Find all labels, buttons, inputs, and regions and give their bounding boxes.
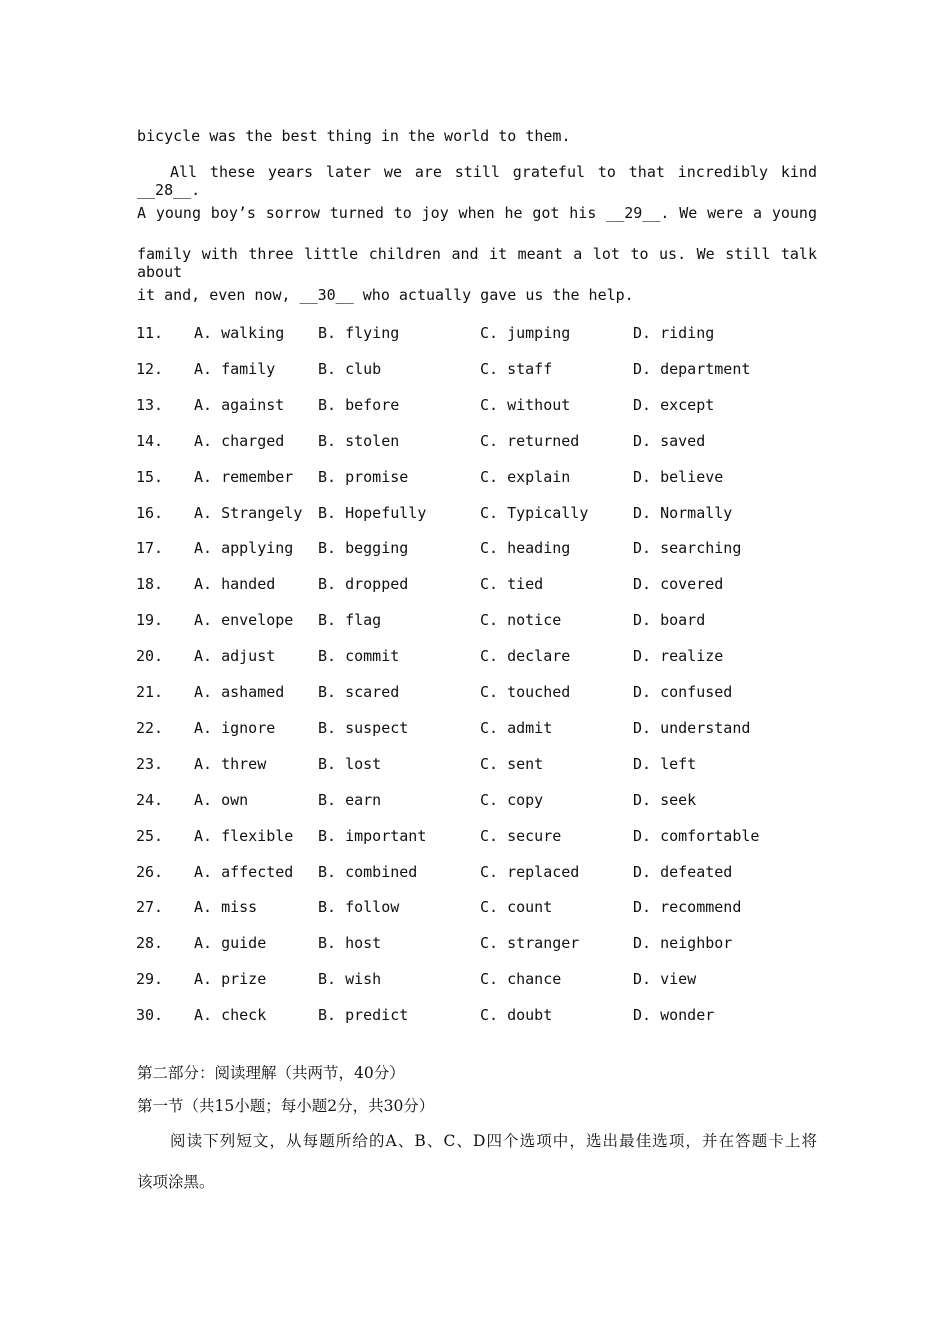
question-number: 18. xyxy=(136,575,164,594)
option-row xyxy=(0,645,950,667)
option-row xyxy=(0,358,950,380)
option-a: A. applying xyxy=(194,539,294,558)
option-d: D. board xyxy=(633,611,706,630)
option-b: B. flag xyxy=(318,611,382,630)
passage-line-1: bicycle was the best thing in the world to them. xyxy=(137,127,571,145)
option-d: D. except xyxy=(633,395,715,414)
option-a: A. remember xyxy=(194,467,294,486)
part-two-title: 第二部分：阅读理解（共两节，40分） xyxy=(137,1064,405,1082)
option-c: C. secure xyxy=(480,826,562,845)
option-d: D. understand xyxy=(633,718,751,737)
option-b: B. before xyxy=(318,395,400,414)
option-c: C. declare xyxy=(480,647,571,666)
instruction-line-2: 该项涂黑。 xyxy=(137,1173,215,1191)
question-number: 22. xyxy=(136,718,164,737)
question-number: 25. xyxy=(136,826,164,845)
question-number: 11. xyxy=(136,324,164,342)
option-a: A. check xyxy=(194,1006,267,1025)
option-c: C. staff xyxy=(480,359,553,378)
option-a: A. adjust xyxy=(194,647,276,666)
option-row xyxy=(0,573,950,595)
option-b: B. follow xyxy=(318,898,400,917)
question-number: 20. xyxy=(136,647,164,666)
question-number: 21. xyxy=(136,683,164,701)
option-a: A. family xyxy=(194,359,276,378)
option-d: D. realize xyxy=(633,647,724,666)
option-b: B. club xyxy=(318,359,382,378)
option-a: A. miss xyxy=(194,898,258,917)
option-a: A. Strangely xyxy=(194,503,303,522)
option-c: C. sent xyxy=(480,754,544,773)
question-number: 28. xyxy=(136,934,164,953)
option-row xyxy=(0,430,950,452)
option-a: A. ashamed xyxy=(194,683,285,701)
option-a: A. walking xyxy=(194,324,285,342)
option-row xyxy=(0,322,950,344)
option-row xyxy=(0,789,950,811)
question-number: 17. xyxy=(136,539,164,558)
option-d: D. defeated xyxy=(633,862,733,881)
option-row xyxy=(0,466,950,488)
option-c: C. jumping xyxy=(480,324,571,342)
question-number: 27. xyxy=(136,898,164,917)
option-d: D. confused xyxy=(633,683,733,701)
option-d: D. Normally xyxy=(633,503,733,522)
option-c: C. returned xyxy=(480,431,580,450)
option-a: A. flexible xyxy=(194,826,294,845)
option-b: B. begging xyxy=(318,539,409,558)
option-b: B. important xyxy=(318,826,427,845)
option-c: C. without xyxy=(480,395,571,414)
option-a: A. handed xyxy=(194,575,276,594)
option-c: C. explain xyxy=(480,467,571,486)
option-row xyxy=(0,609,950,631)
option-c: C. replaced xyxy=(480,862,580,881)
option-d: D. covered xyxy=(633,575,724,594)
option-c: C. Typically xyxy=(480,503,589,522)
question-number: 14. xyxy=(136,431,164,450)
option-c: C. copy xyxy=(480,790,544,809)
option-row xyxy=(0,681,950,703)
option-b: B. wish xyxy=(318,970,382,989)
option-c: C. heading xyxy=(480,539,571,558)
question-number: 15. xyxy=(136,467,164,486)
option-b: B. promise xyxy=(318,467,409,486)
question-number: 13. xyxy=(136,395,164,414)
option-c: C. chance xyxy=(480,970,562,989)
question-number: 23. xyxy=(136,754,164,773)
option-b: B. flying xyxy=(318,324,400,342)
option-a: A. affected xyxy=(194,862,294,881)
passage-line-4: family with three little children and it meant a lot to us. We still talk about xyxy=(137,245,817,281)
option-d: D. recommend xyxy=(633,898,742,917)
question-number: 19. xyxy=(136,611,164,630)
instruction-line-1: 阅读下列短文，从每题所给的A、B、C、D四个选项中，选出最佳选项，并在答题卡上将 xyxy=(170,1132,817,1150)
passage-line-2: All these years later we are still grateful to that incredibly kind __28__. xyxy=(137,163,817,199)
option-a: A. envelope xyxy=(194,611,294,630)
option-c: C. doubt xyxy=(480,1006,553,1025)
option-b: B. combined xyxy=(318,862,418,881)
option-c: C. tied xyxy=(480,575,544,594)
option-d: D. comfortable xyxy=(633,826,760,845)
option-a: A. own xyxy=(194,790,249,809)
option-row xyxy=(0,753,950,775)
option-b: B. Hopefully xyxy=(318,503,427,522)
option-d: D. neighbor xyxy=(633,934,733,953)
option-row xyxy=(0,717,950,739)
option-c: C. notice xyxy=(480,611,562,630)
option-d: D. seek xyxy=(633,790,697,809)
question-number: 24. xyxy=(136,790,164,809)
question-number: 16. xyxy=(136,503,164,522)
option-a: A. threw xyxy=(194,754,267,773)
option-c: C. admit xyxy=(480,718,553,737)
section-one-title: 第一节（共15小题；每小题2分，共30分） xyxy=(137,1097,435,1115)
option-row xyxy=(0,861,950,883)
option-d: D. left xyxy=(633,754,697,773)
option-b: B. host xyxy=(318,934,382,953)
option-d: D. saved xyxy=(633,431,706,450)
option-row xyxy=(0,537,950,559)
option-d: D. searching xyxy=(633,539,742,558)
option-b: B. lost xyxy=(318,754,382,773)
option-a: A. prize xyxy=(194,970,267,989)
option-a: A. against xyxy=(194,395,285,414)
option-row xyxy=(0,968,950,990)
question-number: 29. xyxy=(136,970,164,989)
option-d: D. believe xyxy=(633,467,724,486)
option-d: D. riding xyxy=(633,324,715,342)
passage-line-3: A young boy’s sorrow turned to joy when he got his __29__. We were a young xyxy=(137,204,817,222)
question-number: 30. xyxy=(136,1006,164,1025)
option-c: C. touched xyxy=(480,683,571,701)
option-b: B. stolen xyxy=(318,431,400,450)
option-a: A. charged xyxy=(194,431,285,450)
option-c: C. stranger xyxy=(480,934,580,953)
option-c: C. count xyxy=(480,898,553,917)
option-b: B. scared xyxy=(318,683,400,701)
option-b: B. predict xyxy=(318,1006,409,1025)
option-row xyxy=(0,394,950,416)
option-row xyxy=(0,825,950,847)
option-a: A. ignore xyxy=(194,718,276,737)
option-b: B. suspect xyxy=(318,718,409,737)
option-row xyxy=(0,1004,950,1026)
question-number: 12. xyxy=(136,359,164,378)
option-row xyxy=(0,502,950,524)
option-a: A. guide xyxy=(194,934,267,953)
option-d: D. wonder xyxy=(633,1006,715,1025)
passage-line-5: it and, even now, __30__ who actually gave us the help. xyxy=(137,286,634,304)
option-b: B. commit xyxy=(318,647,400,666)
option-d: D. view xyxy=(633,970,697,989)
option-d: D. department xyxy=(633,359,751,378)
question-number: 26. xyxy=(136,862,164,881)
option-b: B. dropped xyxy=(318,575,409,594)
option-b: B. earn xyxy=(318,790,382,809)
option-row xyxy=(0,896,950,918)
option-row xyxy=(0,932,950,954)
